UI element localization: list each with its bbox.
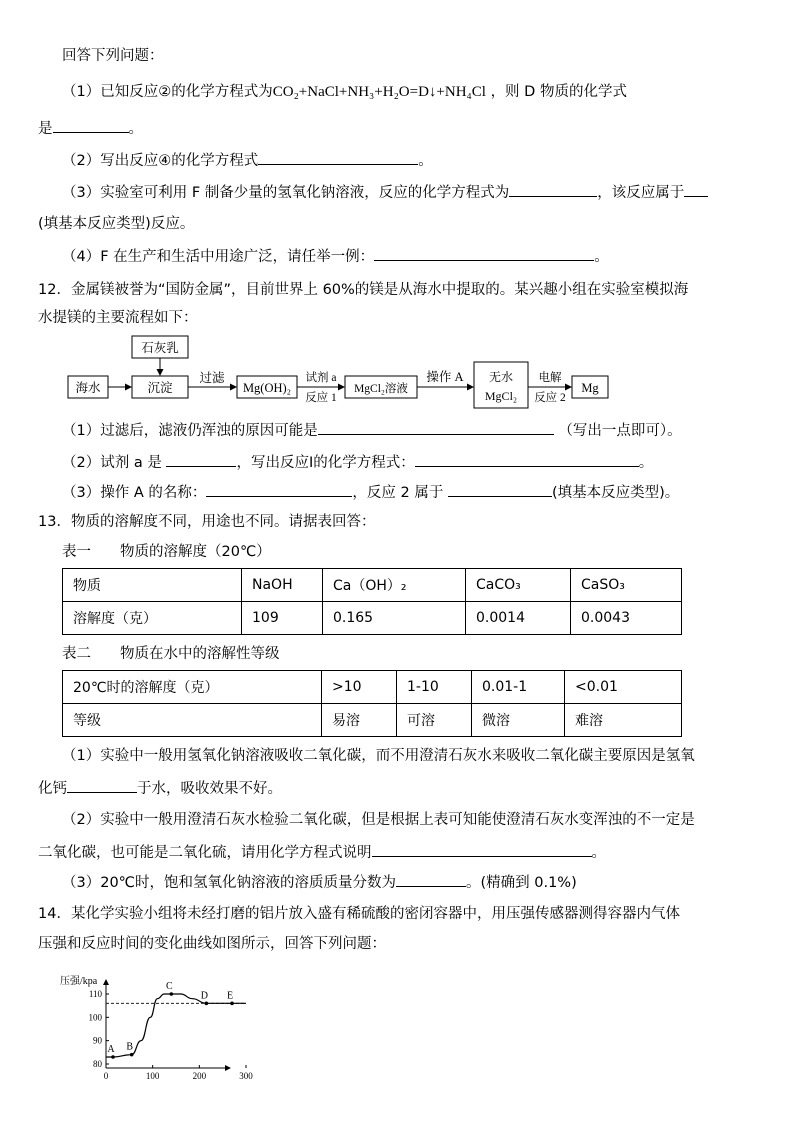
q12-part1-post: （写出一点即可）。 [558, 423, 682, 439]
table1-title: 表一 物质的溶解度（20℃） [62, 544, 271, 560]
point-c [170, 992, 174, 996]
q11-part1 [62, 82, 627, 102]
point-b [130, 1053, 134, 1057]
answer-blank[interactable] [318, 420, 554, 435]
q13-part2-text: 二氧化碳，也可能是二氧化硫，请用化学方程式说明 [38, 845, 372, 861]
table-row [63, 602, 682, 635]
x-tick-label: 100 [145, 1071, 160, 1081]
table-cell: 微溶 [472, 704, 565, 737]
flow-label-filter: 过滤 [199, 371, 225, 385]
flow-label-mgcl2sol: MgCl₂溶液 [354, 383, 408, 395]
q14-stem-line2: 压强和反应时间的变化曲线如图所示，回答下列问题： [38, 936, 386, 952]
flow-label-electrolysis: 电解 [538, 372, 562, 384]
answer-blank[interactable] [258, 150, 418, 165]
answer-blank[interactable] [415, 452, 639, 467]
q13-part1-pre: 化钙 [38, 781, 67, 797]
point-label-d: D [200, 990, 208, 1002]
flow-label-anhydrous: 无水 [488, 370, 514, 384]
answer-blank[interactable] [374, 246, 594, 261]
flow-label-reaction2: 反应 2 [534, 392, 566, 404]
flow-diagram [60, 330, 620, 412]
point-label-a: A [107, 1044, 115, 1055]
table2-title: 表二 物质在水中的溶解性等级 [62, 646, 280, 662]
q11-part1-post: ，则 D 物质的化学式 [490, 84, 627, 100]
table-cell: 等级 [63, 704, 322, 737]
table-cell: <0.01 [565, 671, 682, 704]
flow-label-precip: 沉淀 [147, 381, 173, 395]
x-tick-label: 300 [239, 1071, 253, 1081]
q11-part3-text: （3）实验室可利用 F 制备少量的氢氧化钠溶液，反应的化学方程式为 [62, 185, 510, 201]
table-cell: 易溶 [322, 704, 397, 737]
answer-blank[interactable] [396, 872, 466, 887]
q12-part2: （2）试剂 a 是 ，写出反应Ⅰ的化学方程式： 。 [62, 452, 653, 473]
table-cell: 0.0014 [466, 602, 571, 635]
answer-blank[interactable] [67, 778, 137, 793]
flow-label-limemilk: 石灰乳 [141, 341, 179, 355]
answer-blank[interactable] [53, 118, 129, 133]
q12-part1-text: （1）过滤后，滤液仍浑浊的原因可能是 [62, 423, 318, 439]
table-row [63, 671, 682, 704]
q12-part3 [62, 482, 679, 503]
table-cell: 109 [242, 602, 323, 635]
answer-blank[interactable] [166, 452, 236, 467]
pressure-chart [58, 966, 253, 1082]
flow-label-reaction1: 反应 1 [305, 392, 337, 404]
q11-part3 [62, 182, 708, 203]
point-e [230, 1002, 234, 1006]
q13-part3-post: 。(精确到 0.1%) [465, 875, 577, 891]
q12-part1 [62, 420, 682, 441]
table-cell: CaSO₃ [571, 569, 682, 602]
table-cell: 难溶 [565, 704, 682, 737]
x-tick-label: 200 [192, 1071, 207, 1081]
q13-part3-text: （3）20℃时，饱和氢氧化钠溶液的溶质质量分数为 [62, 875, 396, 891]
table-cell: 物质 [63, 569, 242, 602]
q12-part3-mid: ，反应 2 属于 [352, 485, 444, 501]
answer-blank[interactable] [206, 482, 352, 497]
q13-part2-line1: （2）实验中一般用澄清石灰水检验二氧化碳，但是根据上表可知能使澄清石灰水变浑浊的不一定是 [62, 812, 695, 828]
y-tick-label: 100 [88, 1012, 102, 1023]
q13-part2-line2: 二氧化碳，也可能是二氧化硫，请用化学方程式说明 。 [38, 842, 606, 863]
table-cell: 0.165 [323, 602, 466, 635]
q12-stem-line1: 12．金属镁被誉为“国防金属”，目前世界上 60%的镁是从海水中提取的。某兴趣小组在实验室模拟海 [38, 282, 689, 298]
flow-label-op-a: 操作 A [426, 370, 464, 384]
table-cell: 可溶 [397, 704, 472, 737]
q11-equation: CO₂+NaCl+NH₃+H₂O=D↓+NH₄Cl [272, 84, 486, 100]
table-row [63, 704, 682, 737]
flow-label-reagent-a: 试剂 a [305, 372, 337, 384]
q13-part3 [62, 872, 577, 893]
point-label-c: C [165, 981, 173, 992]
point-d [205, 1002, 209, 1006]
table-cell: CaCO₃ [466, 569, 571, 602]
table-cell: 0.01-1 [472, 671, 565, 704]
point-label-b: B [126, 1041, 134, 1053]
q12-part3-text: （3）操作 A 的名称： [62, 485, 207, 501]
q11-part1-cont: 是 。 [38, 118, 143, 139]
flow-label-seawater: 海水 [75, 381, 101, 395]
q11-part1-cont-text: 是 [38, 121, 53, 137]
q12-part2-text: （2）试剂 a 是 [62, 455, 162, 471]
table-cell: 溶解度（克） [63, 602, 242, 635]
y-tick-label: 80 [93, 1059, 102, 1069]
q11-part2: （2）写出反应④的化学方程式 。 [62, 150, 433, 171]
flow-label-mg: Mg [581, 381, 599, 395]
answer-blank[interactable] [684, 182, 708, 197]
q11-part2-text: （2）写出反应④的化学方程式 [62, 153, 259, 169]
y-axis-label: 压强/kpa [60, 976, 98, 987]
table-row [63, 569, 682, 602]
answer-blank[interactable] [372, 842, 592, 857]
y-tick-label: 90 [93, 1035, 102, 1046]
solubility-table [62, 568, 682, 635]
point-label-e: E [226, 990, 234, 1002]
q13-part1-post: 于水，吸收效果不好。 [137, 781, 282, 797]
q13-part1-line2 [38, 778, 282, 799]
q11-part4: （4）F 在生产和生活中用途广泛，请任举一例： 。 [62, 246, 609, 267]
q14-stem-line1: 14．某化学实验小组将未经打磨的铝片放入盛有稀硫酸的密闭容器中，用压强传感器测得容器内气体 [38, 906, 680, 922]
answer-blank[interactable] [448, 482, 552, 497]
answer-blank[interactable] [509, 182, 597, 197]
table-cell: 1-10 [397, 671, 472, 704]
q13-stem: 13．物质的溶解度不同，用途也不同。请据表回答： [38, 514, 376, 530]
solubility-grade-table [62, 670, 682, 737]
q12-part2-mid: ，写出反应Ⅰ的化学方程式： [236, 455, 415, 471]
q12-part3-post: (填基本反应类型)。 [551, 485, 680, 501]
point-a [111, 1055, 115, 1059]
table-cell: >10 [322, 671, 397, 704]
x-tick-label: 0 [103, 1071, 109, 1081]
y-tick-label: 110 [88, 989, 102, 999]
q12-stem-line2: 水提镁的主要流程如下： [38, 310, 198, 326]
table-cell: Ca（OH）₂ [323, 569, 466, 602]
table-cell: 20℃时的溶解度（克） [63, 671, 322, 704]
table-cell: NaOH [242, 569, 323, 602]
q11-part4-text: （4）F 在生产和生活中用途广泛，请任举一例： [62, 249, 375, 265]
q13-part1-line1: （1）实验中一般用氢氧化钠溶液吸收二氧化碳，而不用澄清石灰水来吸收二氧化碳主要原因是氢氧 [62, 748, 695, 764]
q11-part3-cont: (填基本反应类型)反应。 [38, 216, 195, 232]
flow-label-mgoh2: Mg(OH)₂ [242, 381, 292, 395]
table-cell: 0.0043 [571, 602, 682, 635]
q11-part3-mid: ，该反应属于 [597, 185, 685, 201]
flow-label-mgcl2: MgCl₂ [484, 389, 518, 403]
intro: 回答下列问题： [62, 48, 164, 64]
q11-part1-text: （1）已知反应②的化学方程式为 [62, 84, 273, 100]
